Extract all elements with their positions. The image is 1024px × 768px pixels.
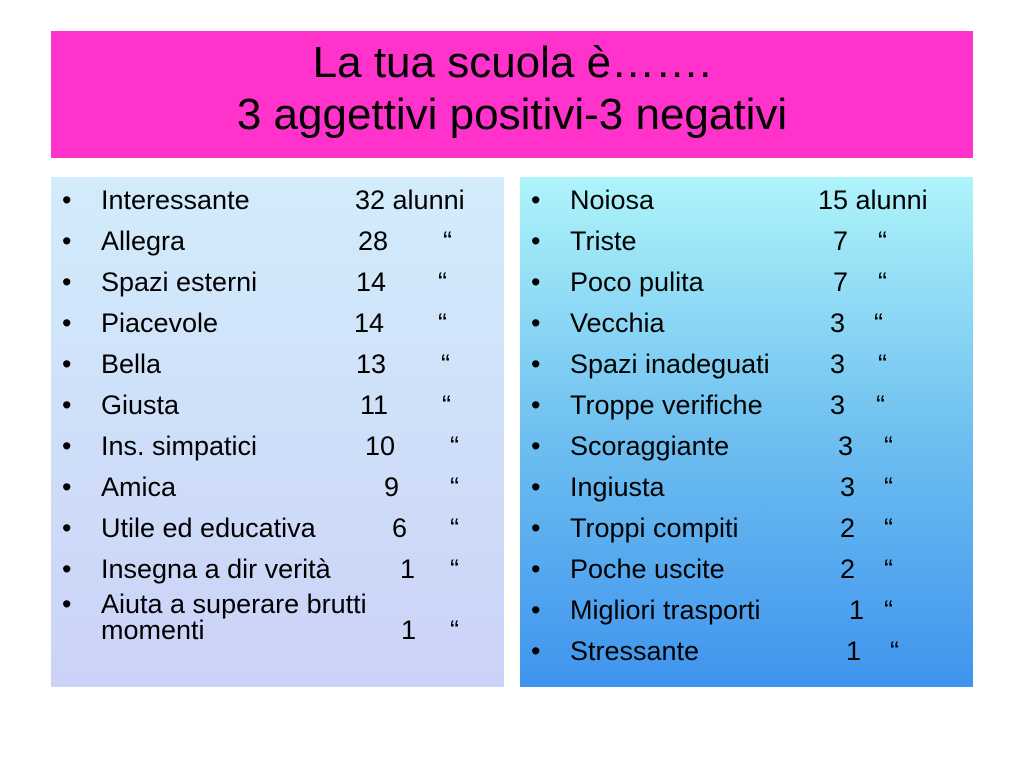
ditto-mark: “ — [890, 636, 899, 666]
bullet-icon: • — [531, 185, 541, 215]
item-count: 9 — [384, 472, 400, 502]
item-count: 3 — [830, 349, 846, 379]
ditto-mark: “ — [450, 554, 459, 584]
item-count: 3 — [830, 308, 846, 338]
list-item — [51, 508, 504, 549]
bullet-icon: • — [531, 595, 541, 625]
bullet-icon: • — [531, 431, 541, 461]
bullet-icon: • — [62, 267, 72, 297]
list-item — [520, 549, 973, 590]
bullet-icon: • — [531, 513, 541, 543]
item-label: Poche uscite — [570, 554, 725, 584]
ditto-mark: “ — [884, 513, 893, 543]
item-label: Poco pulita — [570, 267, 704, 297]
item-count: 3 — [838, 431, 854, 461]
ditto-mark: “ — [450, 472, 459, 502]
ditto-mark: “ — [884, 431, 893, 461]
ditto-mark: “ — [874, 308, 883, 338]
item-count: 2 — [840, 554, 856, 584]
bullet-icon: • — [531, 308, 541, 338]
item-count: 3 — [840, 472, 856, 502]
list-item — [520, 344, 973, 385]
list-item — [520, 426, 973, 467]
positive-adjectives-panel — [51, 177, 504, 687]
list-item — [51, 344, 504, 385]
bullet-icon: • — [531, 554, 541, 584]
ditto-mark: “ — [878, 349, 887, 379]
item-count: 2 — [840, 513, 856, 543]
ditto-mark: “ — [442, 390, 451, 420]
list-item — [520, 180, 973, 221]
ditto-mark: “ — [450, 513, 459, 543]
bullet-icon: • — [62, 349, 72, 379]
item-count: 10 — [365, 431, 396, 461]
bullet-icon: • — [62, 472, 72, 502]
title-line-2: 3 aggettivi positivi-3 negativi — [236, 90, 788, 139]
list-item — [51, 385, 504, 426]
bullet-icon: • — [531, 226, 541, 256]
item-label: Amica — [101, 472, 177, 502]
ditto-mark: “ — [878, 267, 887, 297]
list-item — [520, 590, 973, 631]
list-item — [520, 303, 973, 344]
list-item — [520, 631, 973, 672]
bullet-icon: • — [531, 390, 541, 420]
item-label: Aiuta a superare brutti — [101, 589, 367, 619]
item-label: Ingiusta — [570, 472, 665, 502]
item-count: 11 — [360, 390, 389, 420]
item-count: 7 — [833, 226, 849, 256]
item-label: Interessante — [101, 185, 250, 215]
ditto-mark: “ — [450, 615, 459, 645]
ditto-mark: “ — [441, 349, 450, 379]
ditto-mark: “ — [884, 472, 893, 502]
list-item — [51, 180, 504, 221]
bullet-icon: • — [62, 226, 72, 256]
item-label: Troppi compiti — [570, 513, 739, 543]
bullet-icon: • — [62, 589, 72, 619]
title-line-1: La tua scuola è……. — [312, 38, 712, 87]
bullet-icon: • — [62, 431, 72, 461]
list-item — [520, 385, 973, 426]
ditto-mark: “ — [884, 554, 893, 584]
item-label: Noiosa — [570, 185, 655, 215]
item-label: Giusta — [101, 390, 180, 420]
list-item — [520, 262, 973, 303]
bullet-icon: • — [62, 513, 72, 543]
item-label: Insegna a dir verità — [101, 554, 331, 584]
item-label: Spazi inadeguati — [570, 349, 770, 379]
item-label: Troppe verifiche — [570, 390, 763, 420]
item-label: Bella — [101, 349, 162, 379]
item-label-continued: momenti — [101, 615, 205, 645]
bullet-icon: • — [62, 554, 72, 584]
ditto-mark: “ — [438, 308, 447, 338]
list-item — [51, 221, 504, 262]
list-item — [51, 262, 504, 303]
negative-adjectives-panel — [520, 177, 973, 687]
item-count: 6 — [392, 513, 408, 543]
item-count: 32 alunni — [355, 185, 465, 215]
item-label: Stressante — [570, 636, 700, 666]
bullet-icon: • — [62, 308, 72, 338]
list-item — [520, 508, 973, 549]
item-label: Triste — [570, 226, 637, 256]
ditto-mark: “ — [876, 390, 885, 420]
item-count: 28 — [358, 226, 389, 256]
item-count: 3 — [830, 390, 846, 420]
bullet-icon: • — [531, 349, 541, 379]
item-label: Piacevole — [101, 308, 219, 338]
ditto-mark: “ — [438, 267, 447, 297]
item-label: Utile ed educativa — [101, 513, 316, 543]
list-item — [51, 590, 504, 649]
item-count: 14 — [356, 267, 387, 297]
item-count: 1 — [400, 554, 416, 584]
item-count: 1 — [849, 595, 865, 625]
item-label: Migliori trasporti — [570, 595, 761, 625]
item-count: 7 — [833, 267, 849, 297]
ditto-mark: “ — [450, 431, 459, 461]
list-item — [51, 303, 504, 344]
ditto-mark: “ — [443, 226, 452, 256]
item-count: 13 — [356, 349, 387, 379]
bullet-icon: • — [531, 267, 541, 297]
list-item — [51, 426, 504, 467]
ditto-mark: “ — [878, 226, 887, 256]
item-label: Scoraggiante — [570, 431, 730, 461]
item-count: 1 — [401, 615, 417, 645]
bullet-icon: • — [62, 390, 72, 420]
list-item — [51, 467, 504, 508]
list-item — [51, 549, 504, 590]
bullet-icon: • — [531, 636, 541, 666]
list-item — [520, 467, 973, 508]
list-item — [520, 221, 973, 262]
bullet-icon: • — [62, 185, 72, 215]
title-banner — [51, 31, 973, 158]
item-count: 14 — [354, 308, 385, 338]
item-count: 15 alunni — [818, 185, 928, 215]
item-label: Allegra — [101, 226, 186, 256]
item-label: Spazi esterni — [101, 267, 258, 297]
bullet-icon: • — [531, 472, 541, 502]
ditto-mark: “ — [884, 595, 893, 625]
item-count: 1 — [846, 636, 862, 666]
item-label: Vecchia — [570, 308, 665, 338]
item-label: Ins. simpatici — [101, 431, 258, 461]
